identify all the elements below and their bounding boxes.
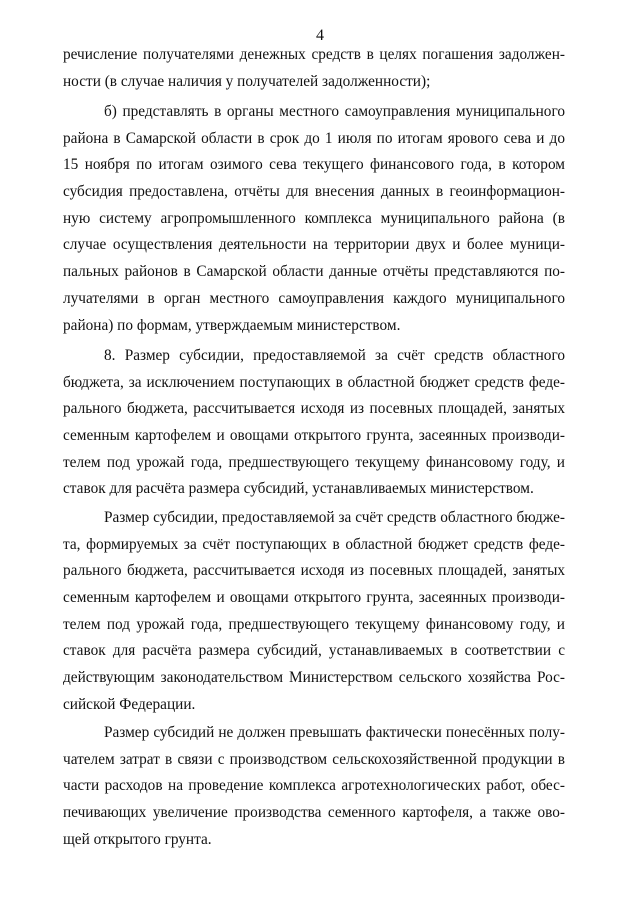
text-line: действующим законодательством Министерством сельского хозяйства Рос- xyxy=(63,669,565,687)
text-line: части расходов на проведение комплекса агротехнологических работ, обес- xyxy=(63,777,565,795)
text-line: чателем затрат в связи с производством сельскохозяйственной продукции в xyxy=(63,750,565,768)
text-line: пальных районов в Самарской области данные отчёты представляются по- xyxy=(63,263,565,281)
text-line: 8. Размер субсидии, предоставляемой за счёт средств областного xyxy=(104,347,565,364)
text-line: печивающих увеличение производства семенного картофеля, а также ово- xyxy=(63,804,565,822)
text-line: рального бюджета, рассчитывается исходя из посевных площадей, занятых xyxy=(63,400,565,418)
text-line: щей открытого грунта. xyxy=(63,830,212,848)
page-number: 4 xyxy=(316,27,324,44)
paragraph-continuation xyxy=(63,42,565,95)
text-line: та, формируемых за счёт поступающих в областной бюджет средств феде- xyxy=(63,535,565,553)
text-line: ставок для расчёта размера субсидий, устанавливаемых в соответствии с xyxy=(63,642,565,660)
text-line: лучателями в орган местного самоуправления каждого муниципального xyxy=(63,289,565,307)
paragraph-federal-subsidy xyxy=(63,505,565,719)
text-line: Размер субсидий не должен превышать фактически понесённых полу- xyxy=(104,724,565,741)
text-line: семенным картофелем и овощами открытого грунта, засеянных производи- xyxy=(63,589,565,607)
paragraph-item-8 xyxy=(63,343,565,503)
text-line: бюджета, за исключением поступающих в областной бюджет средств феде- xyxy=(63,373,565,391)
text-line: рального бюджета, рассчитывается исходя из посевных площадей, занятых xyxy=(63,562,565,580)
paragraph-limit xyxy=(63,720,565,853)
text-line: района) по формам, утверждаемым министерством. xyxy=(63,316,401,334)
text-line: телем под урожай года, предшествующего текущему финансовому году, и xyxy=(63,615,565,633)
text-line: субсидия предоставлена, отчёты для внесения данных в геоинформацион- xyxy=(63,183,565,201)
text-line: ставок для расчёта размера субсидий, устанавливаемых министерством. xyxy=(63,480,534,498)
text-line: 15 ноября по итогам озимого сева текущего финансового года, в котором xyxy=(63,156,565,174)
text-line: телем под урожай года, предшествующего текущему финансовому году, и xyxy=(63,453,565,471)
text-line: речисление получателями денежных средств в целях погашения задолжен- xyxy=(63,46,565,63)
text-line: района в Самарской области в срок до 1 июля по итогам ярового сева и до xyxy=(63,129,565,147)
text-line: ности (в случае наличия у получателей задолженности); xyxy=(63,72,431,90)
text-line: Размер субсидии, предоставляемой за счёт средств областного бюдже- xyxy=(104,509,565,526)
text-line: ную систему агропромышленного комплекса муниципального района (в xyxy=(63,209,565,227)
paragraph-item-b xyxy=(63,99,565,339)
text-line: б) представлять в органы местного самоуправления муниципального xyxy=(104,103,565,120)
text-line: случае осуществления деятельности на территории двух и более муници- xyxy=(63,236,565,254)
text-line: сийской Федерации. xyxy=(63,695,196,713)
text-line: семенным картофелем и овощами открытого грунта, засеянных производи- xyxy=(63,427,565,445)
